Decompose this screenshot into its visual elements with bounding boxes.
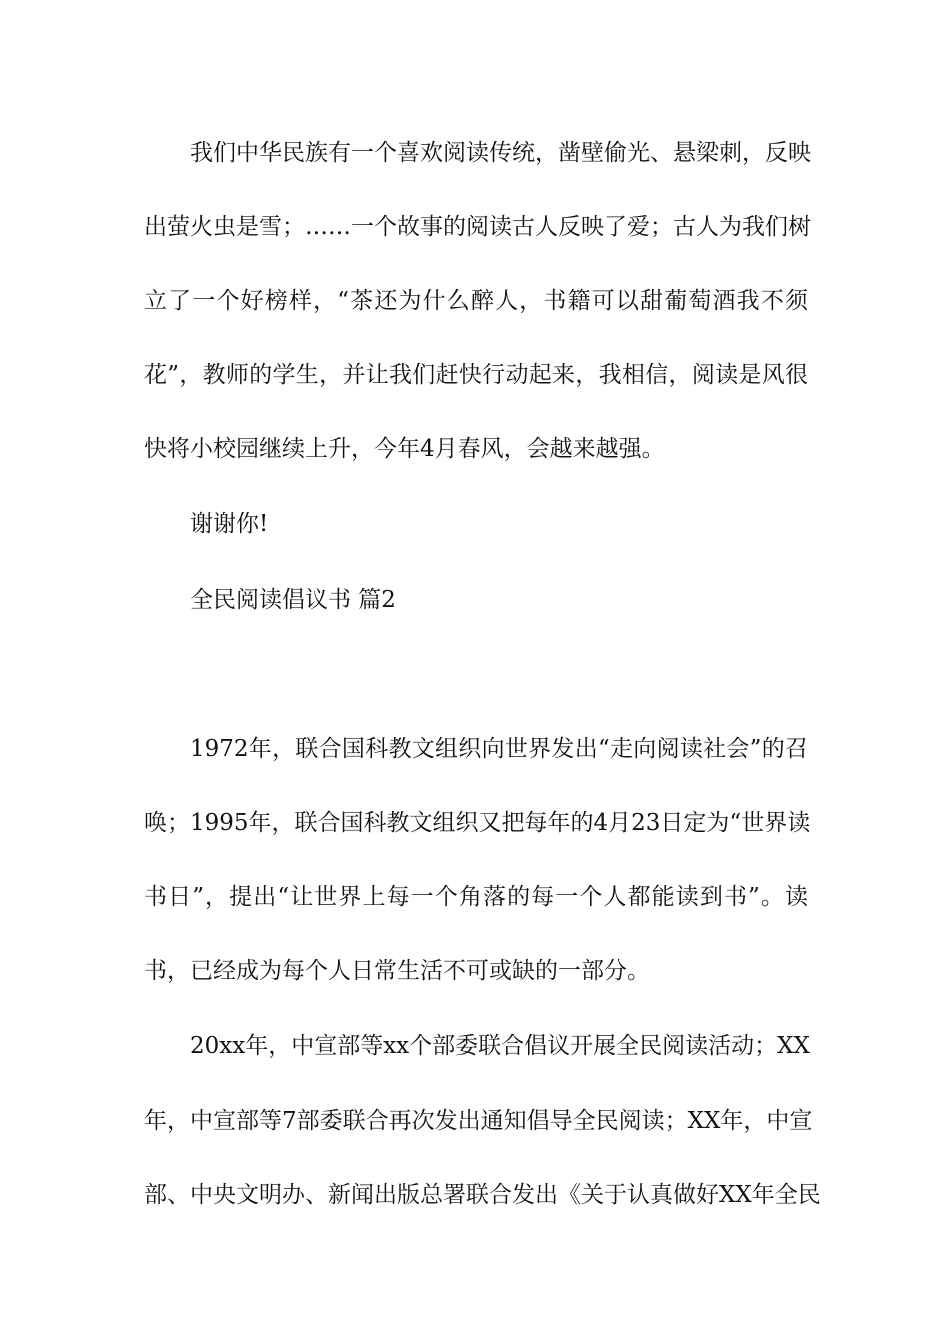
section-heading: 全民阅读倡议书 篇2 <box>190 587 396 613</box>
text-line: 20xx年，中宣部等xx个部委联合倡议开展全民阅读活动；XX <box>190 1033 810 1059</box>
text-line: 书，已经成为每个人日常生活不可或缺的一部分。 <box>144 958 650 984</box>
text-line: 出萤火虫是雪；……一个故事的阅读古人反映了爱；古人为我们树 <box>144 214 811 240</box>
text-line: 年，中宣部等7部委联合再次发出通知倡导全民阅读；XX年，中宣 <box>144 1108 813 1134</box>
text-line: 快将小校园继续上升，今年4月春风，会越来越强。 <box>144 436 665 462</box>
text-line: 唤；1995年，联合国科教文组织又把每年的4月23日定为“世界读 <box>144 810 811 836</box>
text-line: 部、中央文明办、新闻出版总署联合发出《关于认真做好XX年全民 <box>144 1182 821 1208</box>
text-line: 我们中华民族有一个喜欢阅读传统，凿壁偷光、悬梁刺，反映 <box>190 140 811 166</box>
text-line: 谢谢你! <box>190 511 269 537</box>
text-line: 书日”，提出“让世界上每一个角落的每一个人都能读到书”。读 <box>144 884 808 910</box>
text-line: 花”，教师的学生，并让我们赶快行动起来，我相信，阅读是风很 <box>144 362 808 388</box>
text-line: 立了一个好榜样，“茶还为什么醉人，书籍可以甜葡萄酒我不须 <box>144 288 808 314</box>
text-line: 1972年，联合国科教文组织向世界发出“走向阅读社会”的召 <box>190 736 808 762</box>
